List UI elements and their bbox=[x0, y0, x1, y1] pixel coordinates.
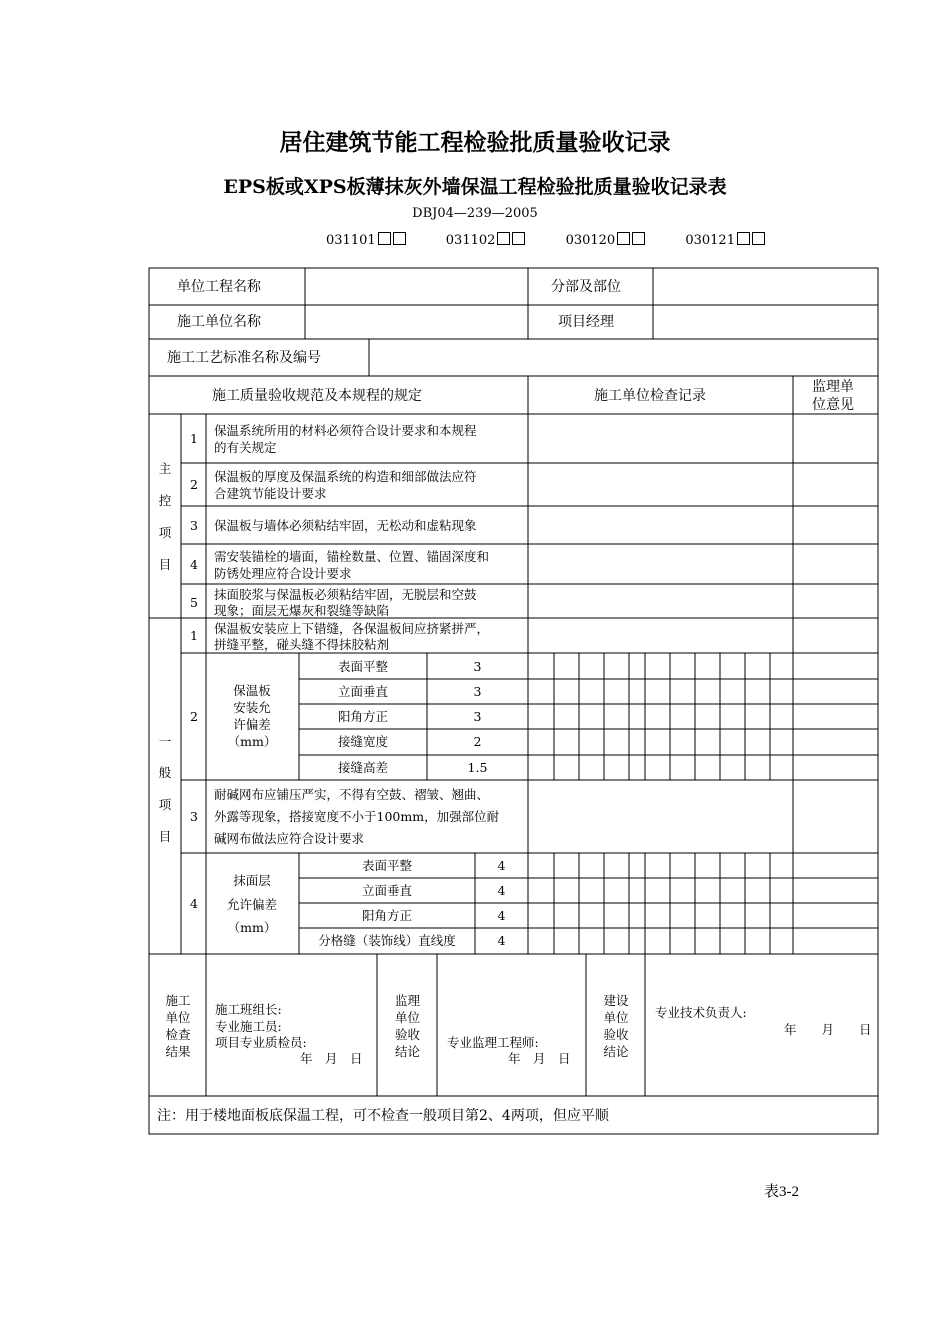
supervision-column-header-2: 位意见 bbox=[812, 397, 854, 413]
tolerance-name: 分格缝（装饰线）直线度 bbox=[318, 933, 456, 948]
tolerance-name: 阳角方正 bbox=[337, 709, 388, 724]
supervision-conclusion-label: 单位 bbox=[394, 1010, 420, 1025]
process-standard-label: 施工工艺标准名称及编号 bbox=[167, 350, 321, 366]
spec-column-header: 施工质量验收规范及本规程的规定 bbox=[212, 388, 422, 404]
tolerance-group-label: （mm） bbox=[227, 734, 277, 749]
contractor-result-label: 结果 bbox=[165, 1044, 191, 1059]
tolerance-group-label: 抹面层 bbox=[233, 873, 271, 888]
supervision-column-header: 监理单 bbox=[812, 379, 854, 395]
tolerance-value: 1.5 bbox=[467, 760, 488, 775]
supervision-conclusion-label: 结论 bbox=[394, 1044, 420, 1059]
supervision-conclusion-label: 监理 bbox=[394, 993, 420, 1008]
tolerance-name: 立面垂直 bbox=[337, 684, 388, 699]
tolerance-value: 4 bbox=[497, 933, 506, 948]
contractor-result-label: 检查 bbox=[165, 1027, 191, 1042]
tolerance-value: 4 bbox=[497, 883, 506, 898]
general-group-label-char: 一 bbox=[158, 734, 172, 749]
owner-conclusion-label: 单位 bbox=[603, 1010, 629, 1025]
code-item: 031102 bbox=[446, 232, 526, 248]
code-item: 030121 bbox=[685, 232, 765, 248]
owner-conclusion-label: 建设 bbox=[603, 993, 629, 1008]
general-item-text: 外露等现象，搭接宽度不小于100mm，加强部位耐 bbox=[214, 809, 500, 824]
tolerance-value: 3 bbox=[473, 709, 482, 724]
tolerance-group-label: 允许偏差 bbox=[226, 897, 277, 912]
tolerance-group-label: 保温板 bbox=[233, 683, 271, 698]
item-number: 5 bbox=[190, 595, 198, 610]
general-item-text: 保温板安装应上下错缝，各保温板间应挤紧拼严， bbox=[214, 621, 490, 636]
general-item-text: 碱网布做法应符合设计要求 bbox=[214, 831, 365, 846]
team-leader-label: 施工班组长: bbox=[215, 1002, 282, 1017]
owner-conclusion-label: 结论 bbox=[603, 1044, 629, 1059]
tolerance-name: 接缝高差 bbox=[337, 760, 388, 775]
code-item: 031101 bbox=[326, 232, 406, 248]
measurement-grid bbox=[554, 618, 793, 954]
standard-number: DBJ04—239—2005 bbox=[412, 206, 538, 221]
main-item-text: 现象；面层无爆灰和裂缝等缺陷 bbox=[214, 603, 390, 618]
contractor-label: 施工单位名称 bbox=[177, 314, 261, 330]
tolerance-value: 3 bbox=[473, 684, 482, 699]
item-number: 4 bbox=[190, 557, 198, 572]
general-item-text: 拼缝平整，碰头缝不得抹胶粘剂 bbox=[214, 637, 390, 652]
tolerance-value: 3 bbox=[473, 659, 482, 674]
main-item-text: 需安装锚栓的墙面，锚栓数量、位置、锚固深度和 bbox=[214, 549, 490, 564]
main-item-text: 抹面胶浆与保温板必须粘结牢固，无脱层和空鼓 bbox=[214, 587, 477, 602]
main-group-label-char: 目 bbox=[158, 557, 172, 572]
contractor-result-label: 单位 bbox=[165, 1010, 191, 1025]
item-number: 3 bbox=[190, 518, 198, 533]
contractor-result-label: 施工 bbox=[165, 993, 191, 1008]
main-item-text: 的有关规定 bbox=[214, 440, 277, 455]
supervision-engineer-label: 专业监理工程师: bbox=[447, 1035, 539, 1050]
main-item-text: 保温板的厚度及保温系统的构造和细部做法应符 bbox=[214, 469, 477, 484]
item-number: 4 bbox=[190, 896, 198, 911]
tolerance-group-label: （mm） bbox=[227, 920, 277, 935]
general-group-label-char: 项 bbox=[158, 797, 172, 812]
main-group-label-char: 主 bbox=[158, 461, 172, 476]
tolerance-value: 2 bbox=[473, 734, 482, 749]
item-number: 3 bbox=[190, 809, 198, 824]
tech-lead-label: 专业技术负责人: bbox=[655, 1005, 747, 1020]
tolerance-group-label: 许偏差 bbox=[233, 717, 271, 732]
general-item-text: 耐碱网布应铺压严实，不得有空鼓、褶皱、翘曲、 bbox=[214, 787, 490, 802]
owner-conclusion-label: 验收 bbox=[603, 1027, 629, 1042]
general-group-label-char: 目 bbox=[158, 829, 172, 844]
table-number: 表3-2 bbox=[764, 1184, 799, 1200]
item-number: 2 bbox=[190, 477, 198, 492]
item-number: 1 bbox=[190, 628, 198, 643]
date-field: 年 月 日 bbox=[784, 1022, 872, 1037]
tolerance-name: 立面垂直 bbox=[361, 883, 412, 898]
supervision-conclusion-label: 验收 bbox=[394, 1027, 420, 1042]
item-number: 2 bbox=[190, 709, 198, 724]
code-item: 030120 bbox=[566, 232, 646, 248]
item-number: 1 bbox=[190, 431, 198, 446]
page-title: 居住建筑节能工程检验批质量验收记录 bbox=[279, 129, 671, 156]
check-record-column-header: 施工单位检查记录 bbox=[594, 388, 706, 404]
main-group-label-char: 项 bbox=[158, 525, 172, 540]
page-subtitle: EPS板或XPS板薄抹灰外墙保温工程检验批质量验收记录表 bbox=[223, 176, 727, 198]
tolerance-name: 阳角方正 bbox=[361, 908, 412, 923]
main-item-text: 防锈处理应符合设计要求 bbox=[214, 566, 352, 581]
project-manager-label: 项目经理 bbox=[558, 314, 614, 330]
professional-worker-label: 专业施工员: bbox=[215, 1019, 282, 1034]
tolerance-name: 接缝宽度 bbox=[337, 734, 388, 749]
main-item-text: 保温系统所用的材料必须符合设计要求和本规程 bbox=[214, 423, 477, 438]
date-field: 年 月 日 bbox=[508, 1051, 571, 1066]
tolerance-name: 表面平整 bbox=[337, 659, 388, 674]
tolerance-name: 表面平整 bbox=[361, 858, 412, 873]
subdivision-label: 分部及部位 bbox=[551, 279, 621, 295]
main-group-label-char: 控 bbox=[158, 493, 172, 508]
tolerance-group-label: 安装允 bbox=[233, 700, 271, 715]
table-note: 注：用于楼地面板底保温工程，可不检查一般项目第2、4两项，但应平顺 bbox=[157, 1108, 609, 1124]
quality-inspector-label: 项目专业质检员: bbox=[215, 1035, 307, 1050]
tolerance-value: 4 bbox=[497, 858, 506, 873]
general-group-label-char: 般 bbox=[158, 765, 172, 780]
tolerance-value: 4 bbox=[497, 908, 506, 923]
date-field: 年 月 日 bbox=[300, 1051, 363, 1066]
unit-project-label: 单位工程名称 bbox=[177, 279, 261, 295]
main-item-text: 保温板与墙体必须粘结牢固，无松动和虚粘现象 bbox=[214, 518, 477, 533]
main-item-text: 合建筑节能设计要求 bbox=[214, 486, 327, 501]
